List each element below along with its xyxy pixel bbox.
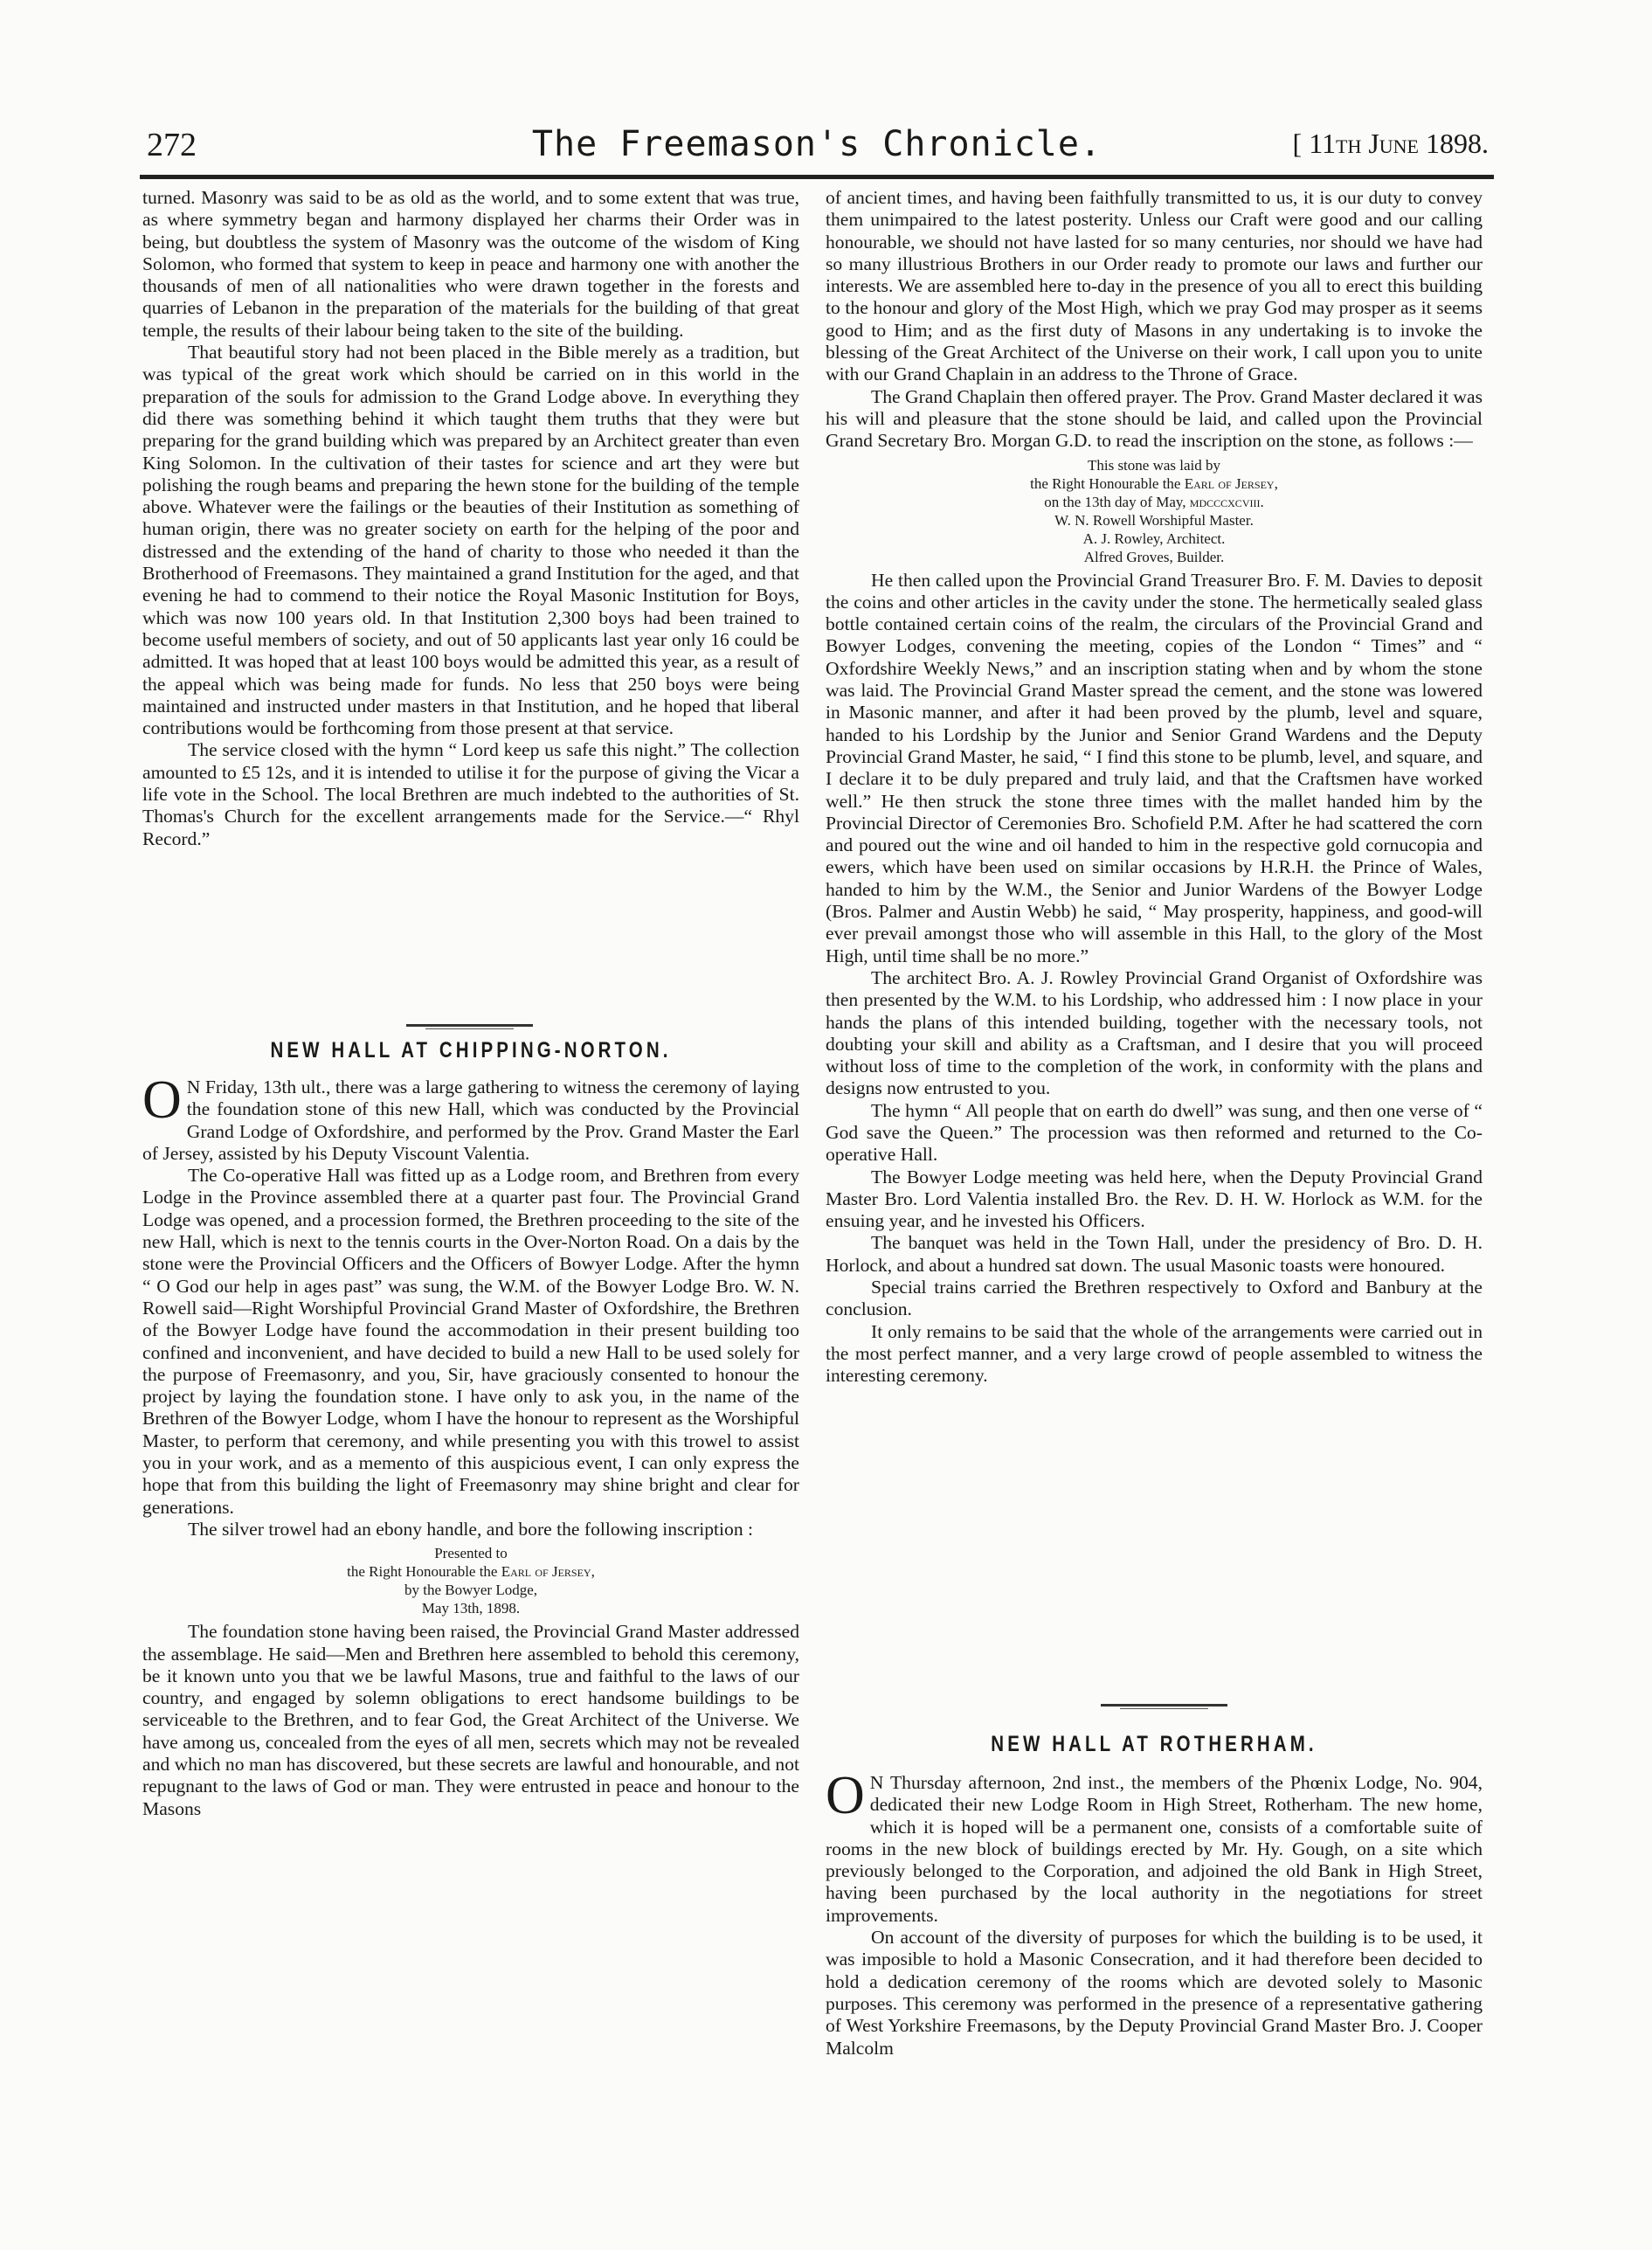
paragraph: He then called upon the Provincial Grand Treasurer Bro. F. M. Davies to deposit the coins and other articles in the cavity under the stone. The hermetically sealed glass bottle contained certain coins of the realm, the circulars of the Provincial Grand and Bowyer Lodges, convening the meeting, copies of the London “ Times” and “ Oxfordshire Weekly News,” and an inscription stating when and by whom the stone was laid. The Provincial Grand Master spread the cement, and the stone was lowered in Masonic manner, and after it had been proved by the plumb, level and square, handed to his Lordship by the Junior and Senior Grand Wardens and the Deputy Provincial Grand Master, he said, “ I find this stone to be plumb, level, and square, and I declare it to be duly prepared and truly laid, and that the Craftsmen have worked well.” He then struck the stone three times with the mallet handed him by the Provincial Director of Ceremonies Bro. Schofield P.M. After he had scattered the corn and poured out the wine and oil handed to him in the respective gold cornucopia and ewers, which have been used on similar occasions by H.R.H. the Prince of Wales, handed to him by the W.M., the Senior and Junior Wardens of the Bowyer Lodge (Bros. Palmer and Austin Webb) he said, “ May prosperity, happiness, and good-will ever prevail amongst those who will assemble in this Hall, to the glory of the Most High, until time shall be no more.” bbox=[826, 569, 1483, 966]
paragraph: That beautiful story had not been placed in the Bible merely as a tradition, but was typical of the great work which should be carried on in this world in the preparation of the souls for admission to the Grand Lodge above. In everything they did there was something behind it which taught them truths that they were but preparing for the grand building which was prepared by an Architect greater than even King Solomon. In the cultivation of their tastes for science and art they were but polishing the rough beams and preparing the hewn stone for the building of the temple above. Whatever were the failings or the beauties of their Institution as something of human origin, there was no greater society on earth for the helping of the poor and distressed and the extending of the hand of charity to those who needed it than the Brotherhood of Freemasons. They maintained a grand Institution for the aged, and that evening he had to commend to their notice the Royal Masonic Institution for Boys, which was now 100 years old. In that Institution 2,300 boys had been trained to become useful members of society, and out of 50 applicants last year only 16 could be admitted. It was hoped that at least 100 boys would be admitted this year, as a result of the appeal which was being made for funds. No less that 250 boys were being maintained and instructed under masters in that Institution, and he hoped that liberal contributions would be forthcoming from those present at that service. bbox=[142, 342, 799, 739]
inscription-text: the Right Honourable the bbox=[347, 1563, 501, 1581]
inscription-line: W. N. Rowell Worshipful Master. bbox=[1054, 511, 1254, 529]
lead-text: N Friday, 13th ult., there was a large gathering to witness the ceremony of laying the foundation stone of this new Hall, which was conducted by the Provincial Grand Lodge of Oxfordshire, and performed by the Prov. Grand Master the Earl of Jersey, assisted by his Deputy Viscount Valentia. bbox=[142, 1077, 799, 1164]
inscription-text: the Right Honourable the bbox=[1030, 474, 1185, 492]
inscription-line: Presented to bbox=[434, 1545, 508, 1562]
trowel-inscription bbox=[142, 1544, 799, 1617]
header-rule bbox=[140, 175, 1494, 179]
paragraph: The Co-operative Hall was fitted up as a Lodge room, and Brethren from every Lodge in the Province assembled there at a quarter past four. The Provincial Grand Lodge was opened, and a procession formed, the Brethren proceeding to the site of the new Hall, which is next to the tennis courts in the Over-Norton Road. On a dais by the stone were the Provincial Officers and the Officers of Bowyer Lodge. After the hymn “ O God our help in ages past” was sung, the W.M. of the Bowyer Lodge Bro. W. N. Rowell said—Right Worshipful Provincial Grand Master of Oxfordshire, the Brethren of the Bowyer Lodge have found the accommodation in their present building too confined and inconvenient, and have decided to build a new Hall to be used solely for the purpose of Freemasonry, and you, Sir, have graciously consented to honour the project by laying the foundation stone. I have only to ask you, in the name of the Brethren of the Bowyer Lodge, whom I have the honour to represent as the Worshipful Master, to perform that ceremony, and while presenting you with this trowel to assist you in your work, and as a memento of this auspicious event, I can only express the hope that from this building the light of Freemasonry may shine bright and clear for generations. bbox=[142, 1165, 799, 1518]
stone-inscription bbox=[826, 456, 1483, 566]
paragraph: turned. Masonry was said to be as old as the world, and to some extent that was true, as where symmetry began and harmony displayed her charms their Order was in being, but doubtless the system of Masonry was the outcome of the wisdom of King Solomon, who formed that system to keep in peace and harmony one with another the thousands of men of all nationalities who were drawn together in the forests and quarries of Lebanon in the preparation of the materials for the building of that great temple, the results of their labour being taken to the site of the building. bbox=[142, 187, 799, 341]
section-divider bbox=[1101, 1704, 1227, 1707]
inscription-line bbox=[142, 1562, 799, 1581]
lead-paragraph bbox=[142, 1070, 799, 1165]
paragraph: Special trains carried the Brethren respectively to Oxford and Banbury at the conclusion. bbox=[826, 1277, 1483, 1320]
inscription-text: . bbox=[1260, 493, 1264, 510]
paragraph: The silver trowel had an ebony handle, and bore the following inscription : bbox=[188, 1518, 754, 1540]
inscription-text: on the 13th day of May, bbox=[1044, 493, 1190, 510]
inscription-smallcaps: mdcccxcviii bbox=[1189, 493, 1261, 510]
lead-text: N Thursday afternoon, 2nd inst., the members of the Phœnix Lodge, No. 904, dedicated their new Lodge Room in High Street, Rotherham. The new home, which it is hoped will be a permanent one, consists of a comfortable suite of rooms in the new block of buildings erected by Mr. Hy. Gough, on a site which previously belonged to the Corporation, and adjoined the old Bank in High Street, having been purchased by the local authority in the negotiations for street improvements. bbox=[826, 1772, 1483, 1926]
drop-cap: O bbox=[142, 1070, 182, 1130]
inscription-line bbox=[826, 474, 1483, 493]
paragraph: It only remains to be said that the whole of the arrangements were carried out in the most perfect manner, and a very large crowd of people assembled to witness the interesting ceremony. bbox=[826, 1320, 1483, 1387]
masthead-title: The Freemason's Chronicle. bbox=[531, 124, 1102, 164]
article-heading-chipping-norton: NEW HALL AT CHIPPING-NORTON. bbox=[270, 1038, 672, 1063]
inscription-smallcaps: Earl of Jersey bbox=[501, 1563, 591, 1581]
inscription-line: May 13th, 1898. bbox=[421, 1600, 521, 1617]
inscription-line: Alfred Groves, Builder. bbox=[1083, 548, 1225, 565]
left-column-continued-article bbox=[142, 187, 799, 850]
article-rotherham bbox=[826, 1766, 1483, 2060]
article-chipping-norton bbox=[142, 1070, 799, 1820]
inscription-text: , bbox=[591, 1563, 595, 1581]
page-number: 272 bbox=[147, 127, 197, 163]
paragraph: The foundation stone having been raised, the Provincial Grand Master addressed the assemblage. He said—Men and Brethren here assembled to behold this ceremony, be it known unto you that we be lawful Masons, true and faithful to the laws of our country, and engaged by solemn obligations to erect handsome buildings to be serviceable to the Brethren, and to fear God, the Great Architect of the Universe. We have among us, concealed from the eyes of all men, secrets which may not be revealed and which no man has discovered, but these secrets are lawful and honourable, and not repugnant to the laws of God or man. They were entrusted in peace and honour to the Masons bbox=[142, 1621, 799, 1819]
inscription-smallcaps: Earl of Jersey bbox=[1184, 474, 1275, 492]
section-divider bbox=[406, 1024, 533, 1027]
paragraph: The banquet was held in the Town Hall, under the presidency of Bro. D. H. Horlock, and about a hundred sat down. The usual Masonic toasts were honoured. bbox=[826, 1232, 1483, 1276]
inscription-line: This stone was laid by bbox=[1087, 456, 1221, 474]
lead-paragraph bbox=[826, 1766, 1483, 1927]
inscription-line bbox=[826, 493, 1483, 511]
paragraph: The Grand Chaplain then offered prayer. The Prov. Grand Master declared it was his will and pleasure that the stone should be laid, and called upon the Provincial Grand Secretary Bro. Morgan G.D. to read the inscription on the stone, as follows :— bbox=[826, 385, 1483, 452]
paragraph: of ancient times, and having been faithfully transmitted to us, it is our duty to convey them unimpaired to the latest posterity. Unless our Craft were good and our calling honourable, we should not have lasted for so many centuries, nor should we have had so many illustrious Brothers in our Order ready to promote our laws and further our interests. We are assembled here to-day in the presence of you all to erect this building to the honour and glory of the Most High, which we pray God may prosper as it seems good to Him; and as the first duty of Masons in any undertaking is to invoke the blessing of the Great Architect of the Universe on their work, I call upon you to unite with our Grand Chaplain in an address to the Throne of Grace. bbox=[826, 187, 1483, 385]
paragraph: The hymn “ All people that on earth do dwell” was sung, and then one verse of “ God save the Queen.” The procession was then reformed and returned to the Co-operative Hall. bbox=[826, 1099, 1483, 1166]
page-header bbox=[140, 121, 1494, 173]
paragraph: The Bowyer Lodge meeting was held here, when the Deputy Provincial Grand Master Bro. Lord Valentia installed Bro. the Rev. D. H. W. Horlock as W.M. for the ensuing year, and he invested his Officers. bbox=[826, 1166, 1483, 1232]
right-column-article-continued bbox=[826, 187, 1483, 1388]
paragraph: The architect Bro. A. J. Rowley Provincial Grand Organist of Oxfordshire was then presented by the W.M. to his Lordship, who addressed him : I now place in your hands the plans of this intended building, together with the necessary tools, not doubting your skill and ability as a Craftsman, and I desire that you will proceed without loss of time to the completion of the work, in conformity with the plans and designs now entrusted to you. bbox=[826, 966, 1483, 1099]
issue-date: [ 11th June 1898. bbox=[1292, 128, 1489, 159]
inscription-line: A. J. Rowley, Architect. bbox=[1082, 530, 1226, 547]
paragraph: On account of the diversity of purposes for which the building is to be used, it was imposible to hold a Masonic Consecration, and it had therefore been decided to hold a dedication ceremony of the rooms which are devoted solely to Masonic purposes. This ceremony was performed in the presence of a representative gathering of West Yorkshire Freemasons, by the Deputy Provincial Grand Master Bro. J. Cooper Malcolm bbox=[826, 1927, 1483, 2059]
paragraph: The service closed with the hymn “ Lord keep us safe this night.” The collection amounted to £5 12s, and it is intended to utilise it for the purpose of giving the Vicar a life vote in the School. The local Brethren are much indebted to the authorities of St. Thomas's Church for the excellent arrangements made for the Service.—“ Rhyl Record.” bbox=[142, 739, 799, 849]
inscription-line: by the Bowyer Lodge, bbox=[404, 1582, 538, 1599]
article-heading-rotherham: NEW HALL AT ROTHERHAM. bbox=[991, 1732, 1317, 1756]
drop-cap: O bbox=[826, 1766, 865, 1825]
inscription-text: , bbox=[1274, 474, 1278, 492]
